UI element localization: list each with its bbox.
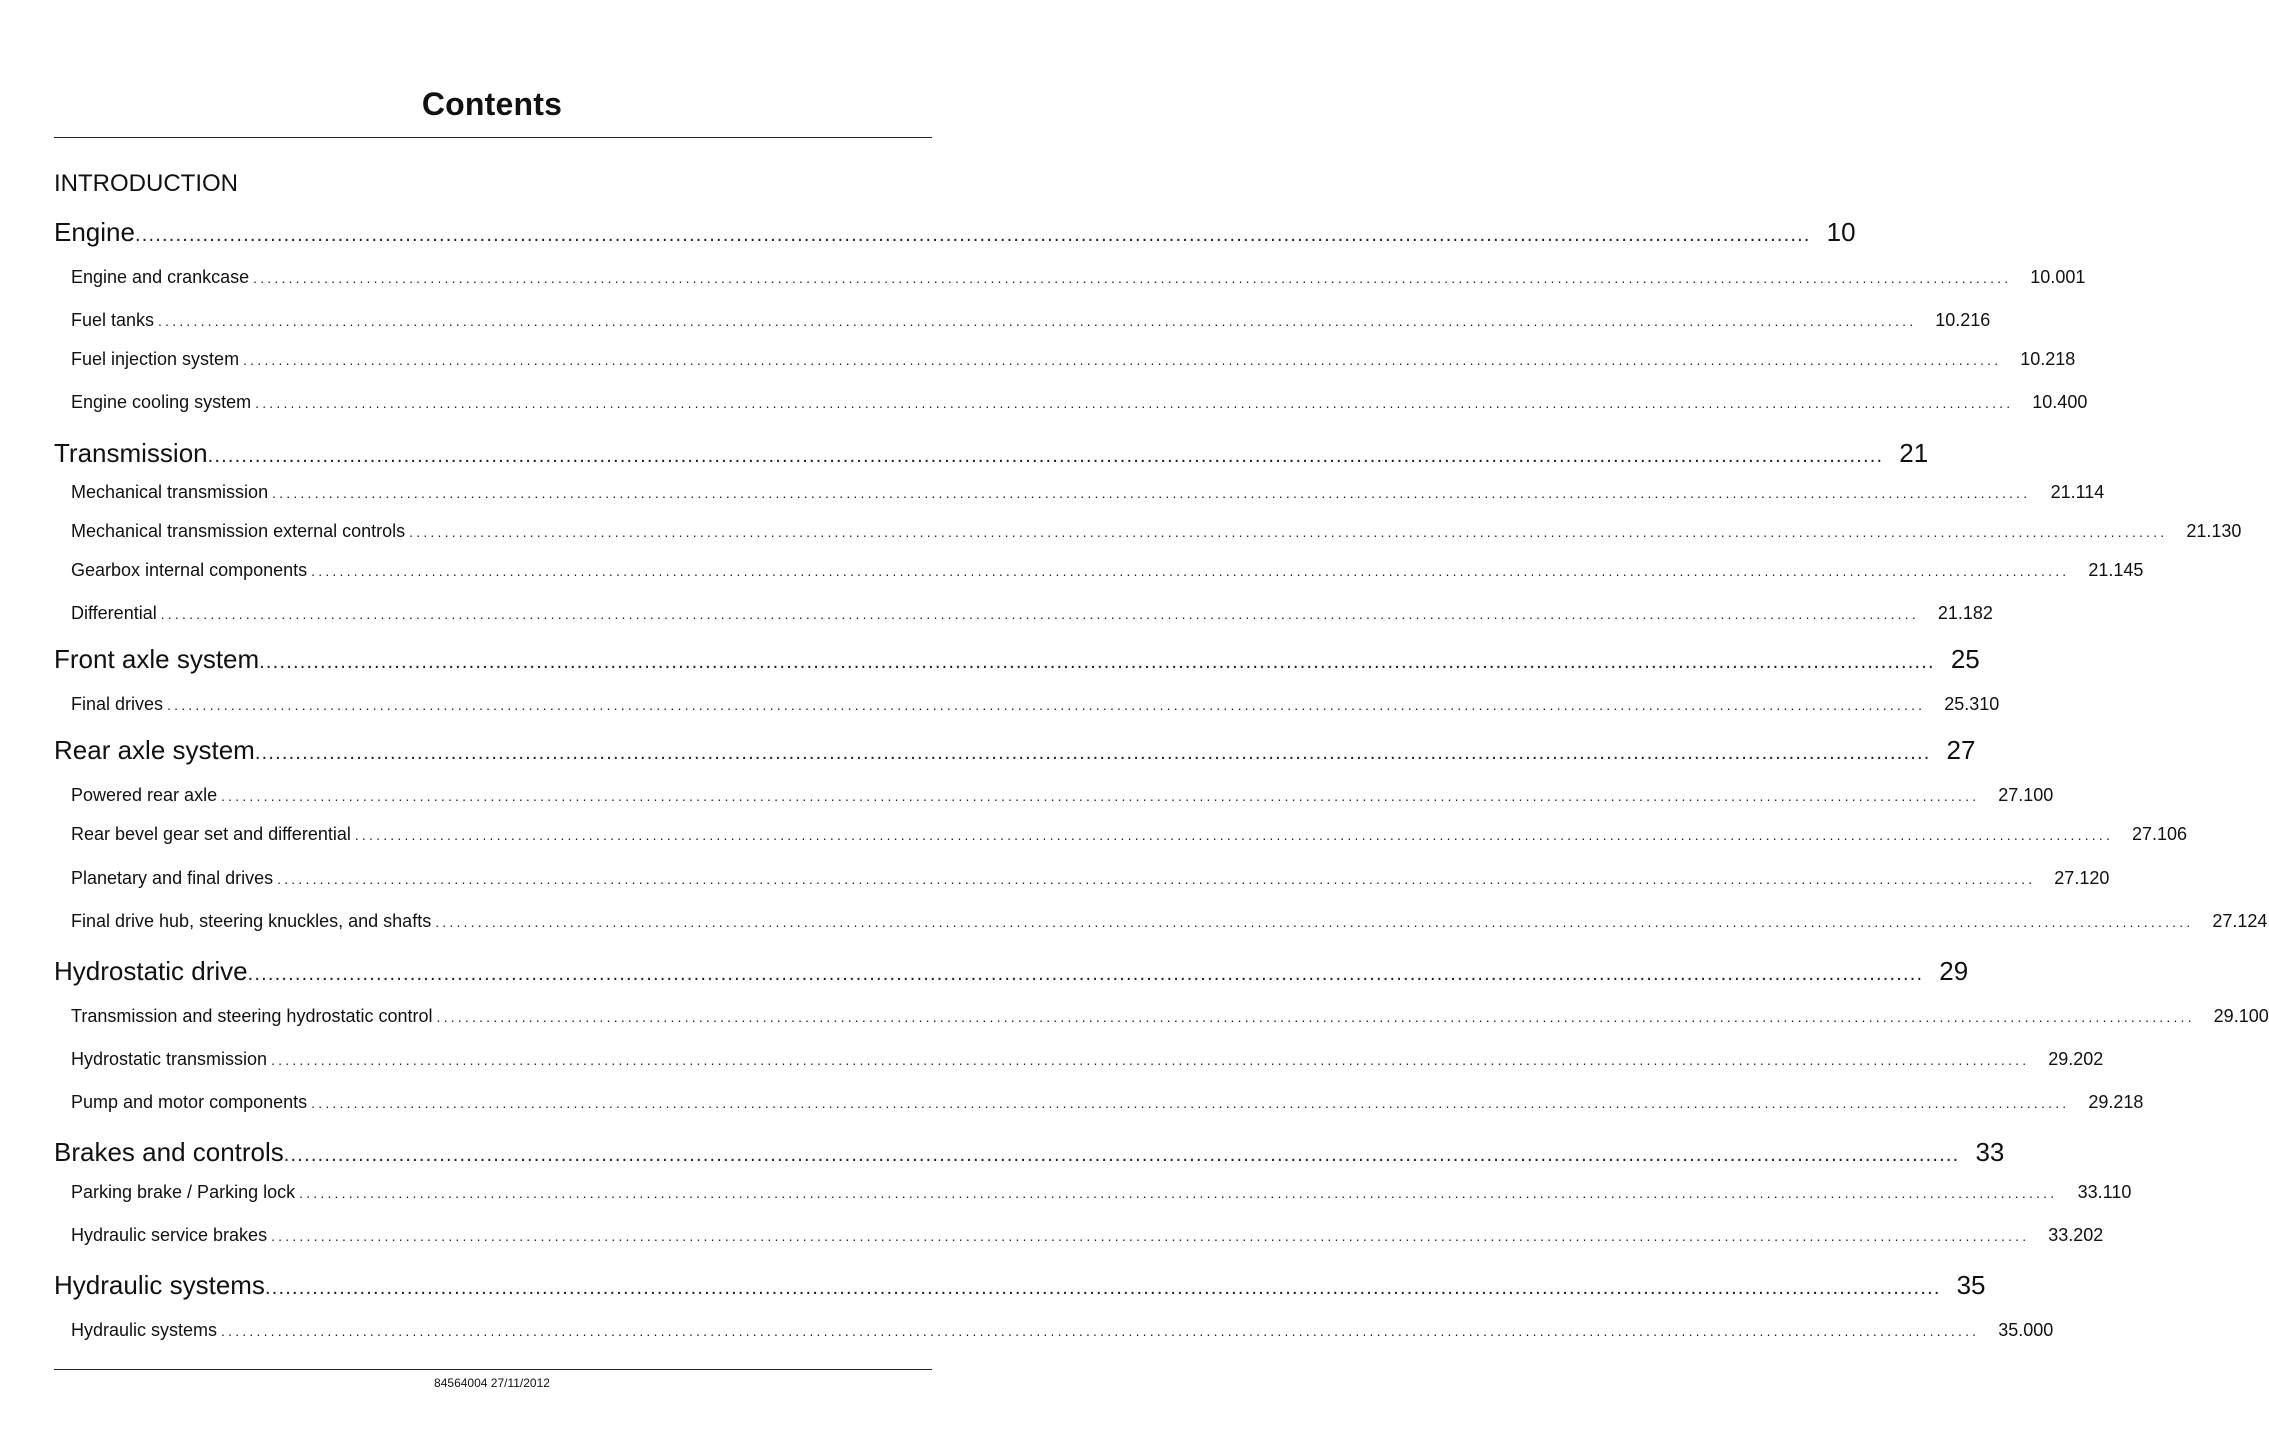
toc-entry[interactable] — [71, 482, 2105, 503]
toc-section-hydraulic-systems[interactable] — [54, 1270, 1986, 1301]
entry-title: Mechanical transmission external controls — [71, 521, 406, 541]
dot-leader: ........................................................................................................................................................................................................................................................ — [207, 445, 1884, 467]
toc-section-hydrostatic-drive[interactable] — [54, 956, 1969, 987]
section-page-number: 21 — [1899, 438, 1929, 468]
dot-leader: ........................................................................................................................................................................................................................................................ — [435, 914, 2194, 930]
toc-entry[interactable] — [71, 1049, 2104, 1070]
section-page-number: 29 — [1939, 956, 1969, 986]
dot-leader: ........................................................................................................................................................................................................................................................ — [436, 1009, 2195, 1025]
dot-leader: ........................................................................................................................................................................................................................................................ — [158, 313, 1917, 329]
entry-title: Hydraulic systems — [71, 1320, 218, 1340]
section-title: Hydraulic systems — [54, 1270, 265, 1300]
entry-page-number: 10.216 — [1935, 310, 1991, 330]
entry-page-number: 27.106 — [2132, 824, 2188, 844]
document-footer: 84564004 27/11/2012 — [434, 1376, 550, 1390]
entry-page-number: 27.120 — [2054, 868, 2110, 888]
dot-leader: ........................................................................................................................................................................................................................................................ — [299, 1185, 2058, 1201]
entry-title: Gearbox internal components — [71, 560, 308, 580]
entry-page-number: 29.218 — [2088, 1092, 2144, 1112]
dot-leader: ........................................................................................................................................................................................................................................................ — [271, 1228, 2030, 1244]
dot-leader: ........................................................................................................................................................................................................................................................ — [247, 963, 1924, 985]
page-title: Contents — [421, 86, 563, 122]
entry-page-number: 21.145 — [2088, 560, 2144, 580]
dot-leader: ........................................................................................................................................................................................................................................................ — [277, 871, 2036, 887]
dot-leader: ........................................................................................................................................................................................................................................................ — [221, 788, 1980, 804]
entry-title: Transmission and steering hydrostatic control — [71, 1006, 433, 1026]
dot-leader: ........................................................................................................................................................................................................................................................ — [271, 1052, 2030, 1068]
entry-title: Engine and crankcase — [71, 267, 250, 287]
section-title: Rear axle system — [54, 735, 255, 765]
entry-page-number: 35.000 — [1998, 1320, 2054, 1340]
dot-leader: ........................................................................................................................................................................................................................................................ — [272, 485, 2031, 501]
dot-leader: ........................................................................................................................................................................................................................................................ — [264, 1277, 1941, 1299]
dot-leader: ........................................................................................................................................................................................................................................................ — [283, 1144, 1960, 1166]
toc-section-transmission[interactable] — [54, 438, 1929, 469]
entry-title: Final drives — [71, 694, 164, 714]
entry-page-number: 10.218 — [2020, 349, 2076, 369]
entry-title: Hydrostatic transmission — [71, 1049, 268, 1069]
dot-leader: ........................................................................................................................................................................................................................................................ — [253, 270, 2012, 286]
entry-title: Engine cooling system — [71, 392, 252, 412]
section-title: Brakes and controls — [54, 1137, 284, 1167]
section-title: Hydrostatic drive — [54, 956, 248, 986]
entry-page-number: 29.202 — [2048, 1049, 2104, 1069]
toc-entry[interactable] — [71, 824, 2188, 845]
entry-page-number: 27.100 — [1998, 785, 2054, 805]
toc-section-rear-axle-system[interactable] — [54, 735, 1976, 766]
entry-title: Planetary and final drives — [71, 868, 274, 888]
toc-section-engine[interactable] — [54, 217, 1856, 248]
entry-page-number: 27.124 — [2212, 911, 2268, 931]
section-page-number: 10 — [1826, 217, 1856, 247]
entry-page-number: 21.130 — [2186, 521, 2242, 541]
dot-leader: ........................................................................................................................................................................................................................................................ — [243, 352, 2002, 368]
toc-entry[interactable] — [71, 1320, 2054, 1341]
toc-section-brakes-and-controls[interactable] — [54, 1137, 2005, 1168]
entry-title: Parking brake / Parking lock — [71, 1182, 296, 1202]
toc-entry[interactable] — [71, 694, 2000, 715]
toc-entry[interactable] — [71, 1182, 2132, 1203]
entry-title: Differential — [71, 603, 157, 623]
header-divider — [54, 137, 932, 138]
dot-leader: ........................................................................................................................................................................................................................................................ — [311, 563, 2070, 579]
section-title: Front axle system — [54, 644, 260, 674]
dot-leader: ........................................................................................................................................................................................................................................................ — [255, 395, 2014, 411]
entry-page-number: 33.110 — [2077, 1182, 2132, 1202]
section-page-number: 25 — [1950, 644, 1980, 674]
dot-leader: ........................................................................................................................................................................................................................................................ — [221, 1323, 1980, 1339]
section-title: Engine — [54, 217, 135, 247]
entry-page-number: 29.100 — [2213, 1006, 2269, 1026]
entry-page-number: 25.310 — [1944, 694, 2000, 714]
entry-page-number: 10.400 — [2032, 392, 2088, 412]
footer-divider — [54, 1369, 932, 1370]
section-page-number: 27 — [1946, 735, 1976, 765]
entry-title: Fuel tanks — [71, 310, 155, 330]
toc-entry[interactable] — [71, 310, 1991, 331]
toc-entry[interactable] — [71, 1225, 2104, 1246]
dot-leader: ........................................................................................................................................................................................................................................................ — [254, 742, 1931, 764]
entry-title: Mechanical transmission — [71, 482, 269, 502]
toc-entry[interactable] — [71, 521, 2242, 542]
toc-entry[interactable] — [71, 267, 2086, 288]
entry-title: Rear bevel gear set and differential — [71, 824, 351, 844]
toc-entry[interactable] — [71, 392, 2088, 413]
section-page-number: 35 — [1956, 1270, 1986, 1300]
toc-entry[interactable] — [71, 868, 2110, 889]
section-page-number: 33 — [1975, 1137, 2005, 1167]
toc-entry[interactable] — [71, 349, 2076, 370]
entry-title: Hydraulic service brakes — [71, 1225, 268, 1245]
entry-page-number: 21.114 — [2050, 482, 2105, 502]
dot-leader: ........................................................................................................................................................................................................................................................ — [409, 524, 2168, 540]
toc-entry[interactable] — [71, 785, 2054, 806]
entry-page-number: 10.001 — [2030, 267, 2086, 287]
dot-leader: ........................................................................................................................................................................................................................................................ — [311, 1095, 2070, 1111]
dot-leader: ........................................................................................................................................................................................................................................................ — [259, 651, 1935, 673]
dot-leader: ........................................................................................................................................................................................................................................................ — [354, 827, 2114, 843]
dot-leader: ........................................................................................................................................................................................................................................................ — [160, 606, 1919, 622]
dot-leader: ........................................................................................................................................................................................................................................................ — [134, 224, 1811, 246]
entry-page-number: 33.202 — [2048, 1225, 2104, 1245]
section-title: Transmission — [54, 438, 208, 468]
toc-entry[interactable] — [71, 560, 2144, 581]
toc-entry[interactable] — [71, 1092, 2144, 1113]
entry-page-number: 21.182 — [1937, 603, 1993, 623]
toc-section-front-axle-system[interactable] — [54, 644, 1980, 675]
toc-entry[interactable] — [71, 1006, 2269, 1027]
toc-entry[interactable] — [71, 603, 1993, 624]
dot-leader: ........................................................................................................................................................................................................................................................ — [167, 697, 1926, 713]
toc-entry[interactable] — [71, 911, 2268, 932]
entry-title: Fuel injection system — [71, 349, 240, 369]
entry-title: Final drive hub, steering knuckles, and shafts — [71, 911, 432, 931]
entry-title: Pump and motor components — [71, 1092, 308, 1112]
entry-title: Powered rear axle — [71, 785, 218, 805]
introduction-heading: INTRODUCTION — [54, 170, 238, 197]
